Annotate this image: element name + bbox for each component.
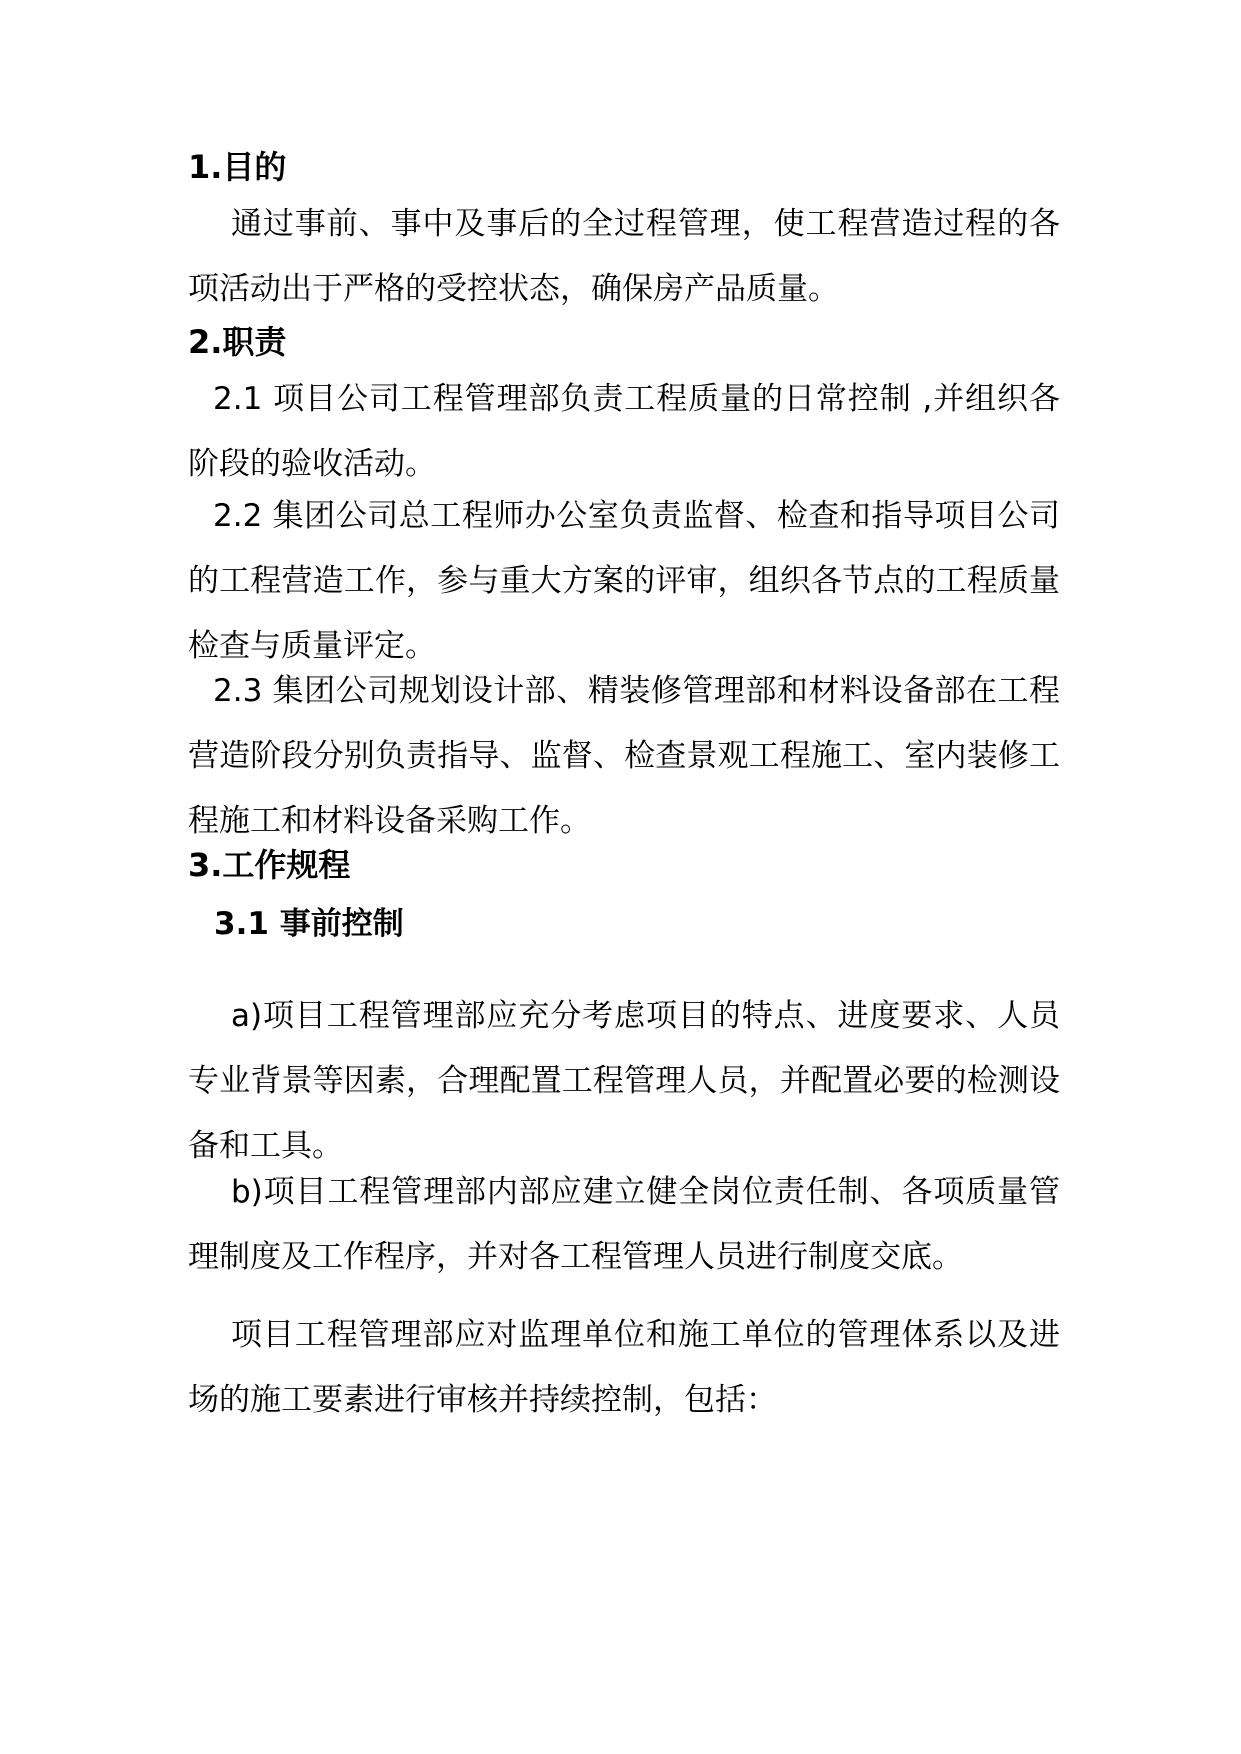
section-3-1-heading: 3.1 事前控制: [214, 906, 404, 942]
section-3-heading: 3.工作规程: [188, 846, 351, 884]
section-1-heading: 1.目的: [188, 148, 287, 186]
section-2-1-paragraph: 2.1 项目公司工程管理部负责工程质量的日常控制 ,并组织各阶段的验收活动。: [188, 381, 1060, 482]
section-2-heading: 2.职责: [188, 323, 287, 361]
section-2-3-paragraph: 2.3 集团公司规划设计部、精装修管理部和材料设备部在工程营造阶段分别负责指导、监督、检查景观工程施工、室内装修工程施工和材料设备采购工作。: [188, 673, 1060, 839]
section-1-paragraph: 通过事前、事中及事后的全过程管理，使工程营造过程的各项活动出于严格的受控状态，确保房产品质量。: [188, 206, 1060, 307]
section-3-1-item-b: b)项目工程管理部内部应建立健全岗位责任制、各项质量管理制度及工作程序，并对各工程管理人员进行制度交底。: [188, 1174, 1060, 1275]
section-2-2-paragraph: 2.2 集团公司总工程师办公室负责监督、检查和指导项目公司的工程营造工作，参与重大方案的评审，组织各节点的工程质量检查与质量评定。: [188, 498, 1060, 664]
section-3-1-paragraph: 项目工程管理部应对监理单位和施工单位的管理体系以及进场的施工要素进行审核并持续控制，包括：: [188, 1317, 1060, 1418]
section-3-1-item-a: a)项目工程管理部应充分考虑项目的特点、进度要求、人员专业背景等因素，合理配置工程管理人员，并配置必要的检测设备和工具。: [188, 998, 1060, 1164]
